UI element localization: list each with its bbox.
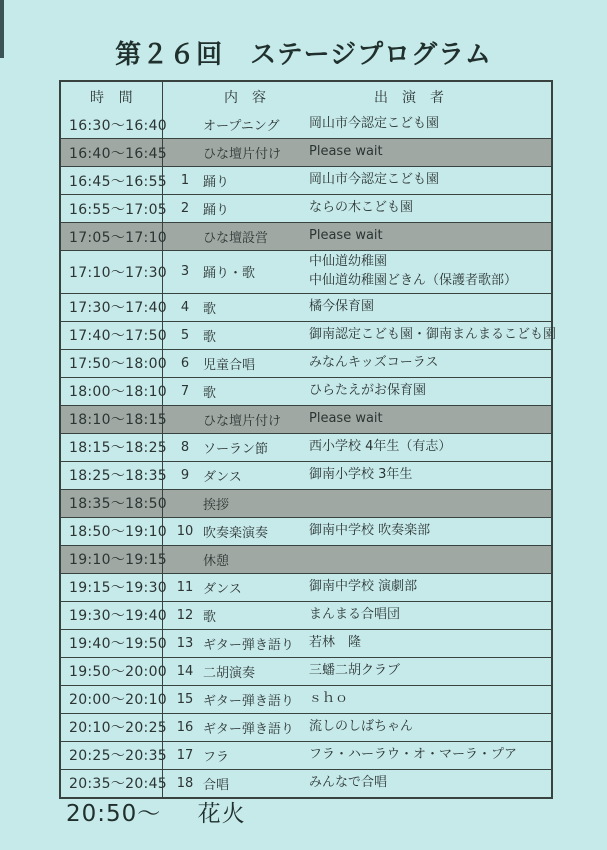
content-label: 挨拶	[203, 497, 230, 513]
performer-name: 岡山市今認定こども園	[309, 116, 440, 132]
time-cell: 16:45～16:55	[61, 167, 163, 194]
program-number: 9	[180, 467, 190, 483]
program-number: 4	[180, 299, 190, 315]
page-title: 第２６回 ステージプログラム	[115, 40, 492, 70]
time-cell: 17:10～17:30	[61, 251, 163, 293]
time-cell: 18:10～18:15	[61, 406, 163, 433]
time-cell: 18:00～18:10	[61, 378, 163, 405]
time-cell: 20:25～20:35	[61, 742, 163, 769]
table-row	[61, 433, 551, 461]
program-table	[59, 80, 557, 799]
performer-name: 流しのしばちゃん	[309, 718, 414, 734]
time-cell: 16:55～17:05	[61, 195, 163, 222]
performer-name: Please wait	[309, 144, 383, 160]
table-row	[61, 194, 551, 222]
time-cell: 19:40～19:50	[61, 630, 163, 657]
content-label: 歌	[203, 385, 217, 401]
header-content: 内 容	[224, 89, 266, 106]
time-cell: 17:40～17:50	[61, 322, 163, 349]
performer-name: ｓｈｏ	[309, 690, 349, 706]
time-cell: 18:15～18:25	[61, 434, 163, 461]
content-label: 歌	[203, 301, 217, 317]
performer-name: Please wait	[309, 410, 383, 426]
table-row	[61, 769, 551, 797]
content-label: 休憩	[203, 553, 230, 569]
content-label: フラ	[203, 749, 230, 765]
table-row	[61, 222, 551, 250]
table-row	[61, 573, 551, 601]
table-row	[61, 629, 551, 657]
performer-name: 中仙道幼稚園 中仙道幼稚園どきん（保護者歌部）	[309, 254, 518, 288]
time-cell: 19:50～20:00	[61, 658, 163, 685]
table-row	[61, 293, 551, 321]
time-cell: 18:25～18:35	[61, 462, 163, 489]
table-row	[61, 713, 551, 741]
content-label: 合唱	[203, 777, 230, 793]
table-row	[61, 321, 557, 349]
content-label: オープニング	[203, 119, 280, 134]
performer-name: 御南小学校 3年生	[309, 466, 413, 482]
program-number: 13	[176, 635, 194, 651]
content-label: 歌	[203, 329, 217, 345]
time-cell: 20:35～20:45	[61, 770, 163, 797]
closing-event	[66, 795, 246, 828]
time-cell: 18:50～19:10	[61, 518, 163, 545]
time-cell: 19:10～19:15	[61, 546, 163, 573]
performer-name: 御南中学校 吹奏楽部	[309, 522, 431, 538]
header-performer: 出 演 者	[374, 89, 444, 106]
performer-name: 若林 隆	[309, 634, 362, 650]
performer-name: みんなで合唱	[309, 774, 388, 790]
program-number: 8	[180, 439, 190, 455]
table-row	[61, 138, 551, 166]
time-cell: 20:00～20:10	[61, 686, 163, 713]
program-number: 1	[180, 173, 190, 188]
content-label: 歌	[203, 609, 217, 625]
time-cell: 16:40～16:45	[61, 139, 163, 166]
table-row	[61, 685, 551, 713]
table-row	[61, 461, 551, 489]
table-row	[61, 517, 551, 545]
table-row	[61, 250, 551, 293]
performer-name: 岡山市今認定こども園	[309, 172, 440, 188]
program-number: 10	[176, 523, 194, 539]
content-label: ひな壇片付け	[203, 147, 282, 162]
table-row	[61, 111, 551, 138]
table-row	[61, 545, 551, 573]
content-label: 吹奏楽演奏	[203, 525, 269, 541]
program-number: 18	[176, 775, 194, 791]
content-label: 二胡演奏	[203, 665, 256, 681]
program-number: 11	[176, 579, 194, 595]
table-header-row	[61, 82, 551, 111]
performer-name: 御南中学校 演劇部	[309, 578, 418, 594]
table-row	[61, 349, 551, 377]
content-label: 踊り	[203, 175, 230, 190]
program-number: 17	[176, 747, 194, 763]
content-label: ダンス	[203, 581, 242, 597]
performer-name: 西小学校 4年生（有志）	[309, 438, 452, 454]
program-number: 7	[180, 383, 190, 399]
performer-name: ならの木こども園	[309, 200, 414, 216]
time-cell: 18:35～18:50	[61, 490, 163, 517]
content-label: ソーラン節	[203, 441, 269, 457]
performer-name: まんまる合唱団	[309, 606, 401, 622]
content-label: 児童合唱	[203, 357, 256, 373]
table-row	[61, 489, 551, 517]
time-cell: 16:30～16:40	[61, 111, 163, 138]
content-label: ひな壇設営	[203, 231, 269, 246]
content-label: ひな壇片付け	[203, 413, 282, 429]
content-label: ダンス	[203, 469, 242, 485]
table-row	[61, 657, 551, 685]
content-label: ギター弾き語り	[203, 693, 294, 709]
program-number: 16	[176, 719, 194, 735]
table-row	[61, 166, 551, 194]
program-number: 3	[180, 264, 190, 280]
content-label: ギター弾き語り	[203, 721, 294, 737]
program-number: 5	[180, 327, 190, 343]
content-label: ギター弾き語り	[203, 637, 294, 653]
program-number: 14	[176, 663, 194, 679]
closing-time: 20:50～	[66, 801, 162, 827]
table-row	[61, 405, 551, 433]
table-row	[61, 741, 551, 769]
time-cell: 19:15～19:30	[61, 574, 163, 601]
performer-name: Please wait	[309, 228, 383, 244]
performer-name: 橘今保育園	[309, 298, 375, 314]
program-number: 6	[180, 355, 190, 371]
performer-name: ひらたえがお保育園	[309, 382, 427, 398]
program-table-body	[61, 111, 557, 797]
time-cell: 19:30～19:40	[61, 602, 163, 629]
performer-name: フラ・ハーラウ・オ・マーラ・プア	[309, 746, 518, 762]
time-cell: 17:50～18:00	[61, 350, 163, 377]
content-label: 踊り・歌	[203, 266, 256, 282]
performer-name: 三蟠二胡クラブ	[309, 662, 401, 678]
program-number: 15	[176, 691, 194, 707]
time-cell: 17:30～17:40	[61, 294, 163, 321]
content-label: 踊り	[203, 203, 230, 218]
header-time: 時 間	[61, 82, 163, 111]
performer-name: みなんキッズコーラス	[309, 354, 439, 370]
time-cell: 20:10～20:25	[61, 714, 163, 741]
performer-name: 御南認定こども園・御南まんまるこども園	[309, 326, 557, 342]
time-cell: 17:05～17:10	[61, 223, 163, 250]
closing-label: 花火	[197, 801, 246, 827]
table-row	[61, 601, 551, 629]
program-number: 2	[180, 201, 190, 216]
table-row	[61, 377, 551, 405]
program-number: 12	[176, 607, 194, 623]
